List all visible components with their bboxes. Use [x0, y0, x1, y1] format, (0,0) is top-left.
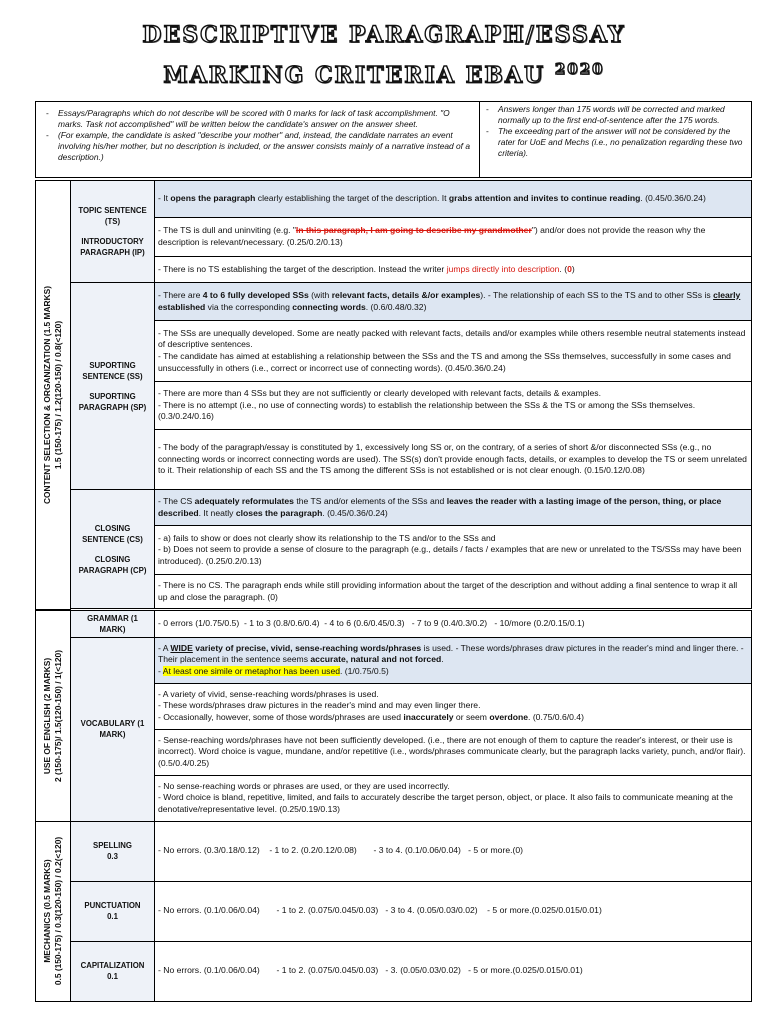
descriptor-cell: - The TS is dull and uninviting (e.g. "In this paragraph, I am going to describe my grandmother") and/or does not provide the reason why the description is relevant/necessary. (0.25/0.2/0.13) [155, 218, 752, 257]
descriptor-cell: - It opens the paragraph clearly establishing the target of the description. It grabs attention and invites to continue reading. (0.45/0.36/0.24) [155, 181, 752, 218]
table-row [36, 821, 752, 881]
descriptor-cell: - Sense-reaching words/phrases have not been sufficiently developed. (i.e., there are not enough of them to capture the reader's interest, or their use is incorrect). Word choice is vague, mundane, and/or repetitive (i.e., words/phrases communicate clearly, but the paragraph lacks variety, punch, and/or flair). (0.5/0.4/0.25) [155, 729, 752, 775]
table-row [36, 490, 752, 526]
criterion-vocabulary: VOCABULARY (1 MARK) [71, 637, 155, 821]
table-row [36, 283, 752, 321]
table-row [36, 637, 752, 683]
section-use-of-english: USE OF ENGLISH (2 MARKS) 2 (150-175)/ 1.5(120-150) / 1(<120) [36, 610, 71, 821]
notes-right [480, 102, 751, 177]
criterion-spelling: SPELLING 0.3 [71, 821, 155, 881]
descriptor-cell: - There are 4 to 6 fully developed SSs (with relevant facts, details &/or examples). - The relationship of each SS to the TS and to other SSs is clearly established via the corresponding connecting words. (0.6/0.48/0.32) [155, 283, 752, 321]
descriptor-cell: - The SSs are unequally developed. Some are neatly packed with relevant facts, details and/or examples while others resemble neutral statements instead of descriptive sentences. - The candidate has aimed at establishing a relationship between the SSs and the TS and among the SSs themselves, successfully in some cases and unsuccessfully in others (i.e., correct or incorrect use of connecting words). (0.45/0.36/0.24) [155, 321, 752, 382]
title-year: 2020 [554, 60, 605, 78]
descriptor-cell: - No sense-reaching words or phrases are used, or they are used incorrectly. - Word choice is bland, repetitive, limited, and fails to accurately describe the target person, object, or place. It also fails to communicate meaning at the denotative/representative level. (0.25/0.19/0.13) [155, 775, 752, 821]
descriptor-cell: - The body of the paragraph/essay is constituted by 1, excessively long SS or, on the contrary, of a series of short &/or disconnected SSs (e.g., no connecting words or incorrect connecting words are used). The SS(s) don't provide enough facts, details, or examples to develop the TS or seem unrelated to it. Their relationship of each SS and the TS among the different SSs is not established or is not clear enough. (0.15/0.12/0.08) [155, 430, 752, 490]
note-item: - The exceeding part of the answer will not be considered by the rater for UoE and Mechs (i.e., no penalization regarding these two criteria). [486, 126, 743, 158]
descriptor-cell: - 0 errors (1/0.75/0.5) - 1 to 3 (0.8/0.6/0.4) - 4 to 6 (0.6/0.45/0.3) - 7 to 9 (0.4/0.3/0.2) - 10/more (0.2/0.15/0.1) [155, 610, 752, 637]
note-item: - (For example, the candidate is asked "describe your mother" and, instead, the candidate narrates an event involving his/her mother, but no description is included, or the answer consists mainly of a narrative instead of a description.) [46, 130, 470, 162]
page-title-line-1: DESCRIPTIVE PARAGRAPH/ESSAY [142, 22, 626, 48]
descriptor-cell: - A WIDE variety of precise, vivid, sense-reaching words/phrases is used. - These words/phrases draw pictures in the reader's mind and linger there. - Their placement in the sentence seems accurate, natural and not forced. - At least one simile or metaphor has been used. (1/0.75/0.5) [155, 637, 752, 683]
criterion-punctuation: PUNCTUATION 0.1 [71, 881, 155, 941]
criterion-closing-sentence: CLOSING SENTENCE (CS) CLOSING PARAGRAPH (CP) [71, 490, 155, 609]
note-item: - Answers longer than 175 words will be corrected and marked normally up to the first end-of-sentence after the 175 words. [486, 104, 725, 125]
descriptor-cell: - There are more than 4 SSs but they are not sufficiently or clearly developed with relevant facts, details & examples. - There is no attempt (i.e., no use of connecting words) to establish the relationship between the SSs & the TS or among the SSs themselves. (0.3/0.24/0.16) [155, 382, 752, 430]
table-row [36, 610, 752, 637]
descriptor-cell: - No errors. (0.1/0.06/0.04) - 1 to 2. (0.075/0.045/0.03) - 3. (0.05/0.03/0.02) - 5 or more.(0.025/0.015/0.01) [155, 941, 752, 1001]
criterion-supporting-sentence: SUPORTING SENTENCE (SS) SUPORTING PARAGRAPH (SP) [71, 283, 155, 490]
table-row [36, 881, 752, 941]
table-row [36, 181, 752, 218]
descriptor-cell: - a) fails to show or does not clearly show its relationship to the TS and/or to the SSs and - b) Does not seem to provide a sense of closure to the paragraph (e.g., details / facts / examples that are new or unrelated to the TS/SSs may have been introduced). (0.25/0.2/0.13) [155, 526, 752, 575]
descriptor-cell: - There is no TS establishing the target of the description. Instead the writer jumps directly into description. (0) [155, 257, 752, 283]
section-content-organization: CONTENT SELECTION & ORGANIZATION (1.5 MARKS) 1.5 (150-175) / 1.2(120-150) / 0.8(<120) [36, 181, 71, 610]
notes-left [36, 102, 480, 177]
criterion-capitalization: CAPITALIZATION 0.1 [71, 941, 155, 1001]
criterion-grammar: GRAMMAR (1 MARK) [71, 610, 155, 637]
descriptor-cell: - The CS adequately reformulates the TS and/or elements of the SSs and leaves the reader with a lasting image of the person, thing, or place described. It neatly closes the paragraph. (0.45/0.36/0.24) [155, 490, 752, 526]
general-notes-box [35, 101, 752, 178]
criterion-topic-sentence: TOPIC SENTENCE (TS) INTRODUCTORY PARAGRAPH (IP) [71, 181, 155, 283]
note-item: - Essays/Paragraphs which do not describe will be scored with 0 marks for lack of task accomplishment. "O marks. Task not accomplished" will be written below the candidate's answer on the answer sheet. [46, 108, 450, 129]
table-row [36, 941, 752, 1001]
descriptor-cell: - There is no CS. The paragraph ends while still providing information about the target of the description and without adding a final sentence to wrap it all up and close the paragraph. (0) [155, 575, 752, 609]
section-mechanics: MECHANICS (0.5 MARKS) 0.5 (150-175) / 0.3(120-150) / 0.2(<120) [36, 821, 71, 1001]
descriptor-cell: - No errors. (0.3/0.18/0.12) - 1 to 2. (0.2/0.12/0.08) - 3 to 4. (0.1/0.06/0.04) - 5 or more.(0) [155, 821, 752, 881]
descriptor-cell: - A variety of vivid, sense-reaching words/phrases is used. - These words/phrases draw pictures in the reader's mind and may even linger there. - Occasionally, however, some of those words/phrases are used inaccurately or seem overdone. (0.75/0.6/0.4) [155, 683, 752, 729]
marking-criteria-table [35, 180, 752, 1002]
page-title-line-2: MARKING CRITERIA EBAU $^{2020}$ [163, 60, 605, 89]
descriptor-cell: - No errors. (0.1/0.06/0.04) - 1 to 2. (0.075/0.045/0.03) - 3 to 4. (0.05/0.03/0.02) - 5 or more.(0.025/0.015/0.01) [155, 881, 752, 941]
